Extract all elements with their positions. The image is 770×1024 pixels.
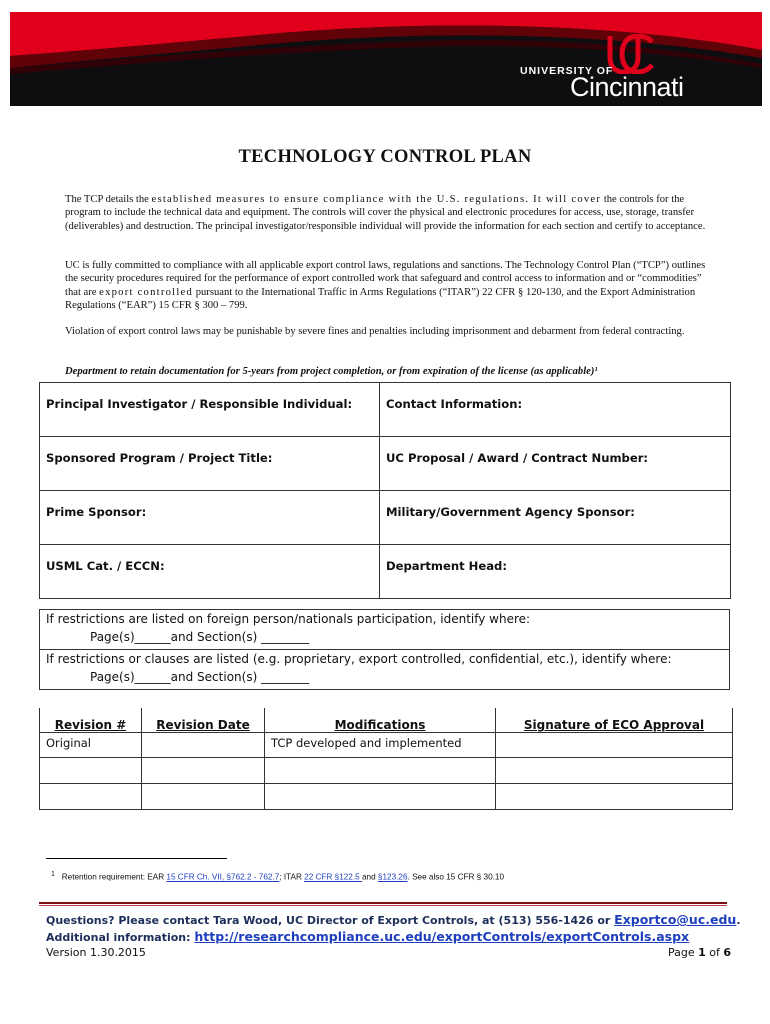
footnote-text: Retention requirement: EAR — [61, 872, 167, 882]
department-head-field[interactable]: Department Head: — [380, 545, 731, 599]
intro-p2-text-a: UC is fully committed to compliance with all applicable export control laws, regulations and sanctions. The Technology Control Plan (“TCP”) outlines the security procedures required for the performance of export controlled work that safeguard and control access to information and or “commodities” that are — [65, 260, 706, 298]
footnote-mark: 1 — [51, 871, 55, 878]
contact-text: Questions? Please contact Tara Wood, UC Director of Export Controls, at (513) 556-1426 or — [46, 914, 615, 927]
signature-cell[interactable] — [496, 733, 733, 758]
version-label: Version 1.30.2015 — [46, 946, 146, 959]
revision-header-row — [40, 708, 733, 733]
intro-paragraph-1 — [65, 193, 715, 233]
prime-sponsor-field[interactable]: Prime Sponsor: — [40, 491, 380, 545]
col-eco-signature: Signature of ECO Approval — [496, 708, 733, 733]
intro-p1-text-a: The TCP details the — [65, 194, 152, 205]
foreign-national-page-section-field[interactable]: Page(s)______and Section(s) ________ — [90, 630, 310, 644]
col-revision-number: Revision # — [40, 708, 142, 733]
table-row — [40, 758, 733, 784]
info-row — [40, 545, 731, 599]
clause-restriction-question: If restrictions or clauses are listed (e.g. proprietary, export controlled, confidential, etc.), identify where: — [46, 652, 672, 666]
info-row — [40, 383, 731, 437]
page-prefix: Page — [668, 946, 699, 959]
footnote-text: and — [361, 872, 378, 882]
signature-cell[interactable] — [496, 758, 733, 784]
retention-note: Department to retain documentation for 5-years from project completion, or from expiration of the license (as applicable)¹ — [65, 366, 598, 377]
pi-field[interactable]: Principal Investigator / Responsible Individual: — [40, 383, 380, 437]
table-row — [40, 784, 733, 810]
header-banner — [10, 12, 762, 106]
intro-p1-text-b: established measures to ensure compliance with the U.S. regulations. It will cover — [151, 194, 602, 205]
page-current: 1 — [698, 946, 706, 959]
page-number — [668, 946, 731, 959]
ear-link[interactable]: 15 CFR Ch. VII, §762.2 - 762.7 — [166, 872, 280, 882]
info-row — [40, 437, 731, 491]
modifications-cell[interactable]: TCP developed and implemented — [265, 733, 496, 758]
project-title-field[interactable]: Sponsored Program / Project Title: — [40, 437, 380, 491]
footer-divider — [39, 902, 727, 904]
additional-info-label: Additional information: — [46, 931, 195, 944]
intro-paragraph-3: Violation of export control laws may be punishable by severe fines and penalties including imprisonment and debarment from federal contracting. — [65, 326, 685, 337]
logo-cincinnati-text: Cincinnati — [570, 72, 684, 102]
page-mid: of — [705, 946, 724, 959]
itar-link[interactable]: 22 CFR §122.5 — [304, 872, 362, 882]
footer-contact — [46, 912, 741, 927]
footer-divider-thin — [39, 905, 727, 906]
itar-12326-link[interactable]: §123.26 — [377, 872, 408, 882]
footnote-text: ; ITAR — [279, 872, 305, 882]
revision-date-cell[interactable] — [142, 758, 265, 784]
contact-period: . — [736, 914, 741, 927]
restriction-row — [40, 649, 729, 690]
revision-cell[interactable] — [40, 784, 142, 810]
export-controls-url-link[interactable]: http://researchcompliance.uc.edu/exportControls/exportControls.aspx — [194, 929, 690, 944]
modifications-cell[interactable] — [265, 784, 496, 810]
footer-additional-info — [46, 929, 689, 944]
revision-table — [39, 708, 733, 810]
revision-cell[interactable] — [40, 758, 142, 784]
intro-p2-text-b: export controlled — [99, 286, 194, 298]
col-revision-date: Revision Date — [142, 708, 265, 733]
foreign-national-restriction-question: If restrictions are listed on foreign person/nationals participation, identify where: — [46, 612, 531, 626]
clause-page-section-field[interactable]: Page(s)______and Section(s) ________ — [90, 670, 310, 684]
agency-sponsor-field[interactable]: Military/Government Agency Sponsor: — [380, 491, 731, 545]
col-modifications: Modifications — [265, 708, 496, 733]
contract-number-field[interactable]: UC Proposal / Award / Contract Number: — [380, 437, 731, 491]
revision-date-cell[interactable] — [142, 733, 265, 758]
info-row — [40, 491, 731, 545]
revision-cell[interactable]: Original — [40, 733, 142, 758]
restrictions-box — [39, 609, 730, 690]
signature-cell[interactable] — [496, 784, 733, 810]
project-info-table — [39, 382, 731, 599]
logo-university-text: UNIVERSITY OF — [520, 65, 614, 77]
contact-info-field[interactable]: Contact Information: — [380, 383, 731, 437]
table-row — [40, 733, 733, 758]
usml-eccn-field[interactable]: USML Cat. / ECCN: — [40, 545, 380, 599]
modifications-cell[interactable] — [265, 758, 496, 784]
uc-logo-icon — [606, 34, 656, 74]
intro-p2-text-c: pursuant to the International Traffic in Arms Regulations (“ITAR”) 22 CFR § 120-130, and the Export Administration Regulations (“EAR”) 15 CFR § 300 – 799. — [65, 286, 696, 311]
footnote-divider — [46, 858, 227, 859]
revision-date-cell[interactable] — [142, 784, 265, 810]
footnote — [51, 871, 504, 882]
intro-p1-text-c: the controls for the program to include the technical data and equipment. The controls will cover the physical and electronic procedures for access, use, storage, transfer (deliverables) and destruction. The principal investigator/responsible individual will provide the information for each section and certify to acceptance. — [65, 194, 706, 232]
page-total: 6 — [723, 946, 732, 959]
email-link[interactable]: Exportco@uc.edu — [614, 912, 737, 927]
intro-paragraph-2 — [65, 259, 715, 312]
restriction-row — [40, 610, 729, 650]
footnote-text: . See also 15 CFR § 30.10 — [407, 872, 505, 882]
page-title: TECHNOLOGY CONTROL PLAN — [238, 147, 532, 167]
